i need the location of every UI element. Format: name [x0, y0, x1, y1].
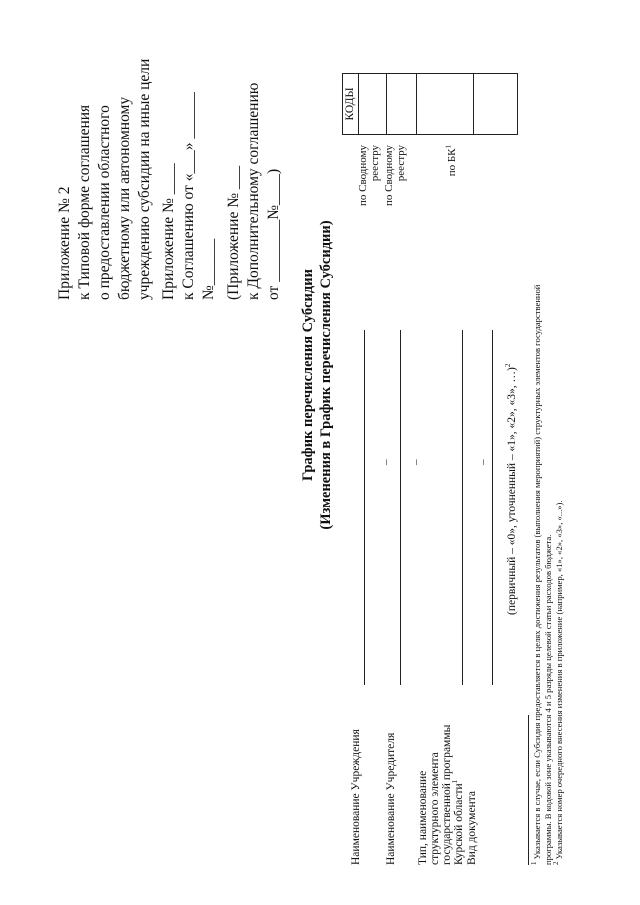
footnote-mark: 2: [552, 861, 561, 865]
code-label-bk: [444, 145, 458, 255]
page-title: График перечисления Субсидии: [300, 269, 316, 481]
code-label-consolidated-1a: по Сводному: [357, 145, 369, 207]
appendix-line: №______: [200, 238, 217, 300]
institution-underline: [364, 330, 365, 685]
code-label-consolidated-1b: реестру: [369, 145, 381, 182]
footnote-2: [554, 500, 565, 865]
footnote-ref: 2: [504, 363, 513, 368]
appendix-line: к Типовой форме соглашения: [76, 104, 93, 300]
codes-header: КОДЫ: [344, 87, 356, 121]
field-type-label-1: Тип, наименование: [417, 770, 429, 865]
appendix-line: от ________№____): [265, 168, 282, 300]
field-type-label-4: [453, 780, 466, 865]
appendix-line: (Приложение № ___: [225, 165, 242, 300]
footnote-ref: 1: [451, 779, 460, 784]
field-type-label-3: государственной программы: [441, 724, 453, 865]
field-founder-label: Наименование Учредителя: [385, 732, 397, 865]
appendix-line: Приложение № 2: [56, 186, 73, 300]
field-type-label-4-text: Курской области: [453, 783, 465, 865]
doc-kind-note-text: (первичный – «0», уточненный – «1», «2», «3», …): [506, 367, 518, 615]
field-institution-label: Наименование Учреждения: [350, 729, 362, 865]
field-type-label-2: структурного элемента: [429, 752, 441, 865]
field-doc-kind-label: Вид документа: [466, 791, 478, 865]
codes-row-divider: [386, 74, 387, 134]
founder-underline: [400, 330, 401, 685]
page-subtitle: (Изменения в График перечисления Субсидии): [318, 220, 334, 530]
appendix-line: Приложение № ____: [160, 163, 177, 300]
footnote-1-text: Указывается в случае, если Субсидия предоставляется в целях достижения результатов (выполнения мероприятий) структурных элементов государственной: [532, 284, 542, 860]
appendix-line: о предоставлении областного: [96, 105, 113, 300]
code-label-bk-text: по БК: [446, 148, 458, 177]
footnote-1-line-1: [532, 285, 543, 865]
type-dash-1: –: [410, 459, 422, 465]
codes-row-divider: [473, 74, 474, 134]
type-underline: [462, 330, 463, 685]
footnote-separator: [528, 715, 529, 865]
code-label-consolidated-2a: по Сводному: [383, 145, 395, 207]
footnote-1-line-2: программы. В кодовой зоне указываются 4 и 5 разряды целевой статьи расходов бюджета.: [543, 534, 553, 865]
codes-row-divider: [416, 74, 417, 134]
doc-kind-underline: [492, 330, 493, 685]
code-label-consolidated-2b: реестру: [395, 145, 407, 182]
footnote-2-text: Указывается номер очередного внесения изменения в приложение (например, «1», «2», «3», «...»).: [554, 500, 564, 860]
codes-row-divider: [358, 74, 359, 134]
appendix-line: к Соглашению от «___» ______: [180, 92, 197, 300]
footnote-mark: 1: [530, 861, 539, 865]
appendix-line: бюджетному или автономному: [116, 96, 133, 300]
footnote-ref: 1: [444, 145, 453, 149]
doc-kind-note: [506, 364, 519, 615]
founder-dash: –: [380, 459, 392, 465]
codes-table: [342, 73, 518, 135]
doc-kind-dash: –: [477, 459, 489, 465]
appendix-line: к Дополнительному соглашению: [245, 82, 262, 300]
appendix-line: учреждению субсидии на иные цели: [136, 58, 153, 300]
